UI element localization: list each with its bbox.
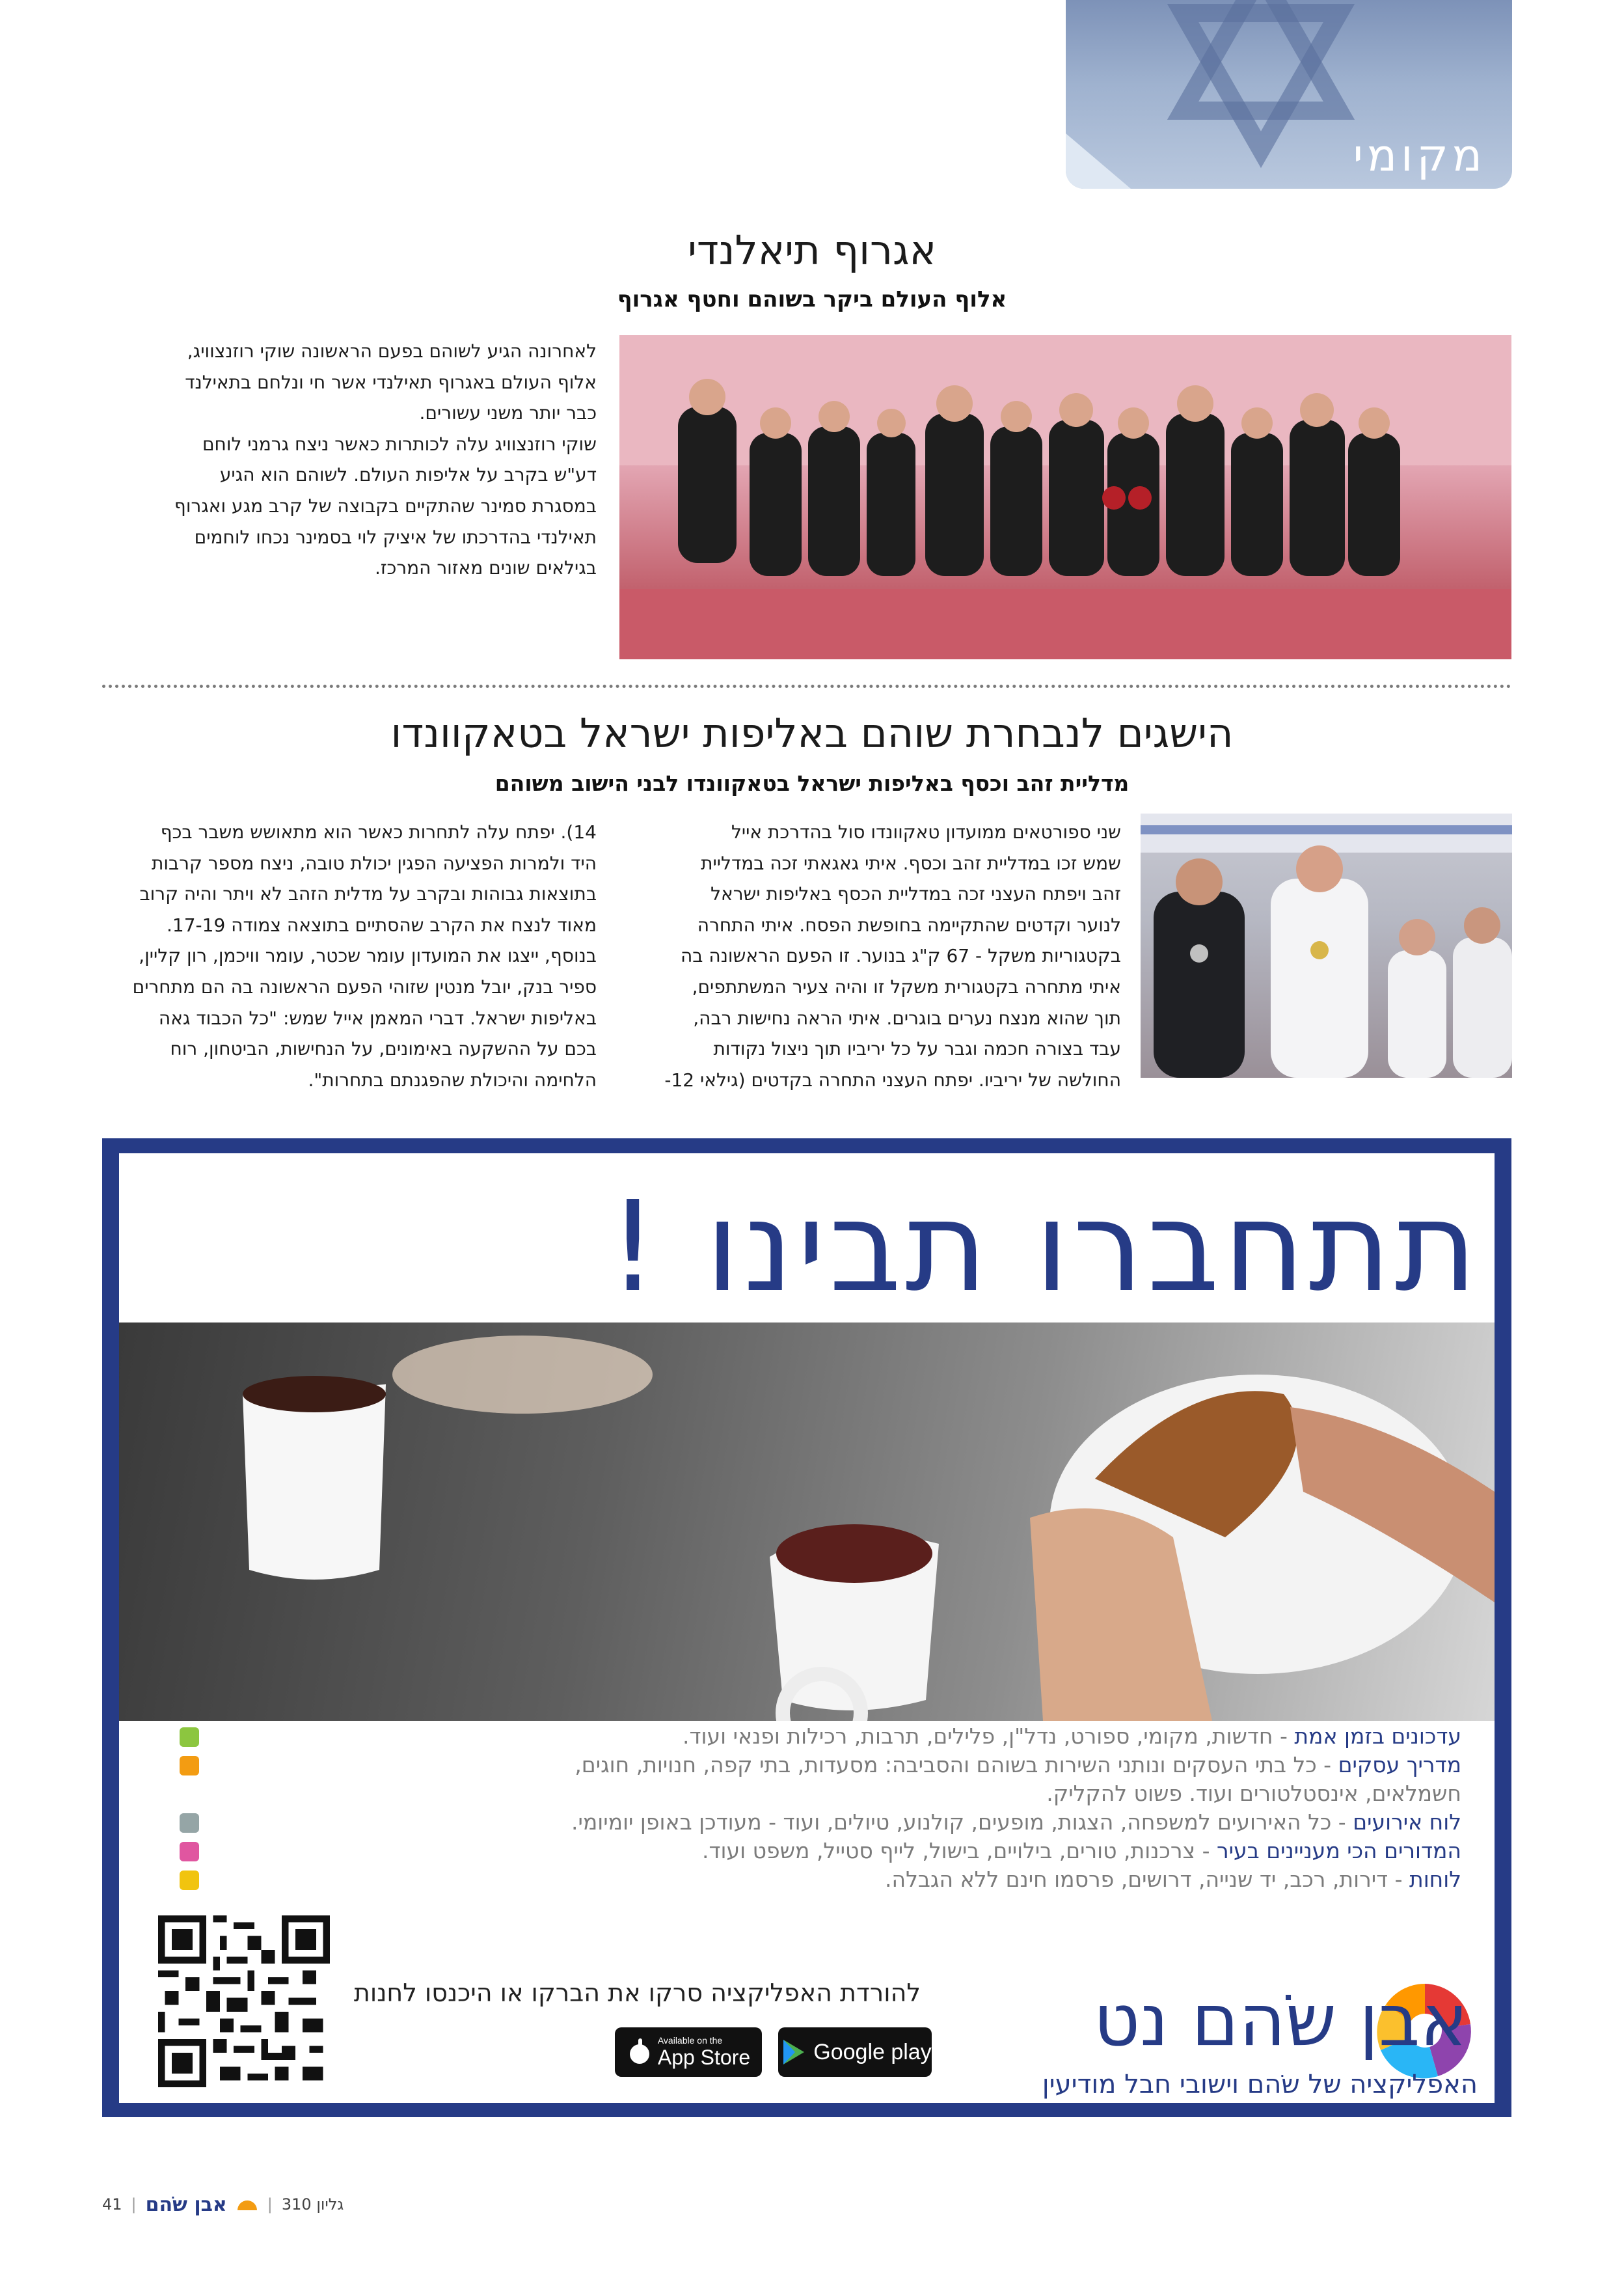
- feature-text: - צרכנות, טורים, בילויים, בישול, לייף סטייל, משפט ועוד.: [702, 1838, 1217, 1863]
- text-line: 14). יפתח עלה לתחרות כאשר הוא מתאושש משבר בכף: [160, 821, 597, 843]
- feature-item: [683, 1722, 1461, 1751]
- article1-subtitle: אלוף העולם ביקר בשוהם וחטף אגרוף: [617, 286, 1007, 312]
- text-line: שני ספורטאים ממועדון טאקוונדו סול בהדרכת אייל: [731, 821, 1121, 843]
- text-line: במסגרת סמינר שהתקיים בקבוצה של קרב מגע ואגרוף: [174, 495, 597, 517]
- text-line: תאילנדי בהדרכתו של איציק לוי בסמינר נכחו לוחמים: [194, 526, 597, 548]
- footer-brand: אבן שֹהם: [145, 2193, 227, 2216]
- feature-item: [575, 1751, 1461, 1779]
- google-play-button[interactable]: [778, 2027, 932, 2077]
- article2-column-left: [102, 817, 597, 1095]
- feature-item: [702, 1837, 1461, 1865]
- app-store-button[interactable]: [615, 2027, 762, 2077]
- calendar-icon: [180, 1813, 199, 1833]
- text-line: בכם על ההשקעה באימונים, על הנחישות, הביטחון, רוח: [170, 1038, 597, 1060]
- text-line: תוך שהוא מנצח נערים בוגרים. איתי הראה נחישות רבה,: [693, 1007, 1121, 1029]
- feature-text: - דירות, רכב, יד שנייה, דרושים, פרסמו חינם ללא הגבלה.: [885, 1867, 1409, 1892]
- text-line: באליפות ישראל. דברי המאמן אייל שמש: "כל הכבוד גאה: [158, 1007, 597, 1029]
- coffee-photo: [119, 1323, 1495, 1721]
- download-instructions: להורדת האפליקציה סרקו את הברקו או היכנסו לחנות: [353, 1979, 921, 2007]
- text-line: בגילאים שונים מאזור המרכז.: [374, 557, 597, 579]
- article2-title: הישגים לנבחרת שוהם באליפות ישראל בטאקוונדו: [390, 709, 1234, 757]
- text-line: בתוצאות גבוהות ובקרב על מדלית הזהב לא ויתר והיה קרוב: [139, 883, 597, 905]
- article1-body: [102, 336, 597, 584]
- tab-fold: [1066, 133, 1131, 189]
- text-line: כבר יותר משני עשורים.: [419, 402, 597, 424]
- feature-item: [885, 1865, 1461, 1894]
- feature-title: המדורים הכי מעניינים בעיר: [1216, 1838, 1461, 1863]
- text-line: היד ולמרות הפציעה הפגין יכולת טובה, ניצח מספר קרבות: [151, 852, 597, 874]
- app-store-label: App Store: [657, 2045, 751, 2069]
- text-line: דע"ש בקרב על אליפות העולם. לשוהם הוא הגיע: [219, 464, 597, 486]
- feature-title: מדריך עסקים: [1338, 1752, 1461, 1777]
- business-icon: [180, 1756, 199, 1775]
- text-line: החולשה של יריביו. יפתח העצני התחרה בקדטים (גילאי 12-: [664, 1069, 1121, 1091]
- coffee-scene: [119, 1323, 1495, 1721]
- google-play-icon: [778, 2037, 808, 2067]
- issue-number: גליון 310: [281, 2195, 344, 2214]
- section-divider: [102, 685, 1511, 688]
- article2-column-right: [627, 817, 1121, 1095]
- text-line: זהב ויפתח העצני זכה במדליית הכסף באליפות ישראל: [710, 883, 1121, 905]
- feature-text: חשמלאים, אינסטלטורים ועוד. פשוט להקליק.: [1046, 1781, 1461, 1806]
- boards-icon: [180, 1871, 199, 1890]
- feature-item-continuation: [1046, 1779, 1461, 1808]
- feature-text: - כל האירועים למשפחה, הצגות, מופעים, קולנוע, טיולים, ועוד - מעודכן באופן יומיומי.: [571, 1809, 1353, 1835]
- footer-separator: |: [131, 2195, 137, 2214]
- page-footer: [102, 2191, 344, 2217]
- feature-title: לוח אירועים: [1353, 1809, 1461, 1835]
- text-line: עבד בצורה חכמה וגבר על כל יריביו תוך ניצול נקודות: [713, 1038, 1121, 1060]
- text-line: אלוף העולם באגרוף תאילנדי אשר חי ונלחם בתאילנד: [185, 371, 597, 393]
- feature-title: לוחות: [1409, 1867, 1461, 1892]
- text-line: בקטגוריות משקל - 67 ק"ג בנוער. זו הפעם הראשונה בה: [681, 945, 1121, 967]
- text-line: הלחימה והיכולת שהפגנתם בתחרות".: [308, 1069, 597, 1091]
- ad-headline: תתחברו תבינו !: [608, 1175, 1481, 1320]
- text-line: בנוסף, ייצגו את המועדון עומר שכטר, עומר וויכמן, רון קליין,: [139, 945, 597, 967]
- page-number: 41: [102, 2195, 122, 2214]
- text-line: לנוער וקדטים שהתקיימה בחופשת הפסח. איתי התחרה: [697, 914, 1121, 936]
- app-tagline: האפליקציה של שֹהם וישובי חבל מודיעין: [1042, 2070, 1478, 2100]
- text-line: שמש זכו במדליית זהב וכסף. איתי גאגאתי זכה במדליית: [701, 852, 1121, 874]
- columns-icon: [180, 1842, 199, 1861]
- feature-text: - כל בתי העסקים ונותני השירות בשוהם והסביבה: מסעדות, בתי קפה, חנויות, חוגים,: [575, 1752, 1338, 1777]
- text-line: שוקי רוזנצוויג עלה לכותרות כאשר ניצח גרמני לוחם: [202, 433, 597, 455]
- boxing-photo-figures: [619, 335, 1511, 659]
- taekwondo-medal-photo: [1141, 814, 1512, 1078]
- section-tab: [1066, 0, 1512, 189]
- footer-separator: |: [267, 2195, 273, 2214]
- app-name: אבן שֹהם נט: [1093, 1979, 1468, 2062]
- text-line: ספיר בנק, יובל מנטין שזוהי הפעם הראשונה בה הם מתחרים: [132, 976, 597, 998]
- boxing-group-photo: [619, 335, 1511, 659]
- feature-title: עדכונים בזמן אמת: [1294, 1723, 1461, 1749]
- text-line: איתי מתחרה בקטגורית משקל זו והיה צעיר המשתתפים,: [692, 976, 1121, 998]
- news-icon: [180, 1727, 199, 1747]
- section-label: מקומי: [1353, 130, 1486, 182]
- text-line: מאוד לנצח את הקרב שהסתיים בתוצאה צמודה 17-19.: [166, 914, 597, 936]
- text-line: לאחרונה הגיע לשוהם בפעם הראשונה שוקי רוזנצוויג,: [187, 340, 597, 362]
- google-play-label: Google play: [813, 2039, 932, 2064]
- taekwondo-photo-figures: [1141, 814, 1512, 1078]
- article1-title: אגרוף תיאלנדי: [687, 226, 937, 274]
- sun-logo-icon: [236, 2197, 258, 2212]
- feature-item: [571, 1808, 1461, 1837]
- feature-text: - חדשות, מקומי, ספורט, נדל"ן, פלילים, תרבות, רכילות ופנאי ועוד.: [683, 1723, 1295, 1749]
- app-store-small-label: Available on the: [657, 2035, 723, 2046]
- apple-icon: [627, 2037, 653, 2067]
- qr-code[interactable]: [158, 1915, 330, 2087]
- article2-subtitle: מדליית זהב וכסף באליפות ישראל בטאקוונדו לבני הישוב משוהם: [494, 771, 1130, 796]
